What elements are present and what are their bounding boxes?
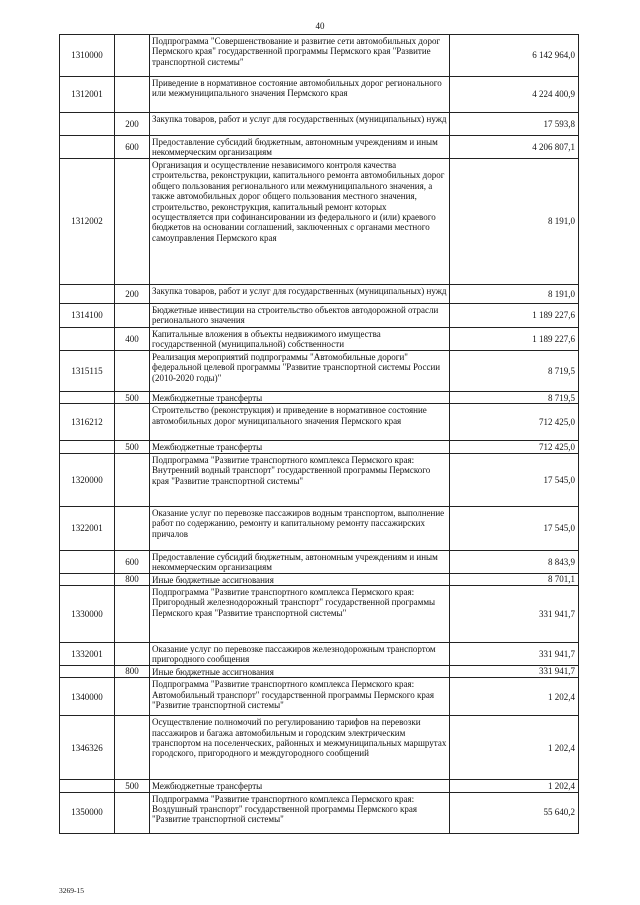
table-row — [60, 780, 579, 792]
name-cell: Строительство (реконструкция) и приведение в нормативное состояние автомобильных дорог муниципального значения Пермского края — [150, 404, 450, 441]
amount-cell: 331 941,7 — [450, 586, 579, 643]
expense-type-cell — [115, 586, 150, 643]
code-cell — [60, 550, 115, 573]
expense-type-cell: 800 — [115, 665, 150, 677]
amount-cell: 6 142 964,0 — [450, 35, 579, 77]
amount-cell: 1 189 227,6 — [450, 304, 579, 328]
name-cell: Межбюджетные трансферты — [150, 392, 450, 404]
code-cell: 1314100 — [60, 304, 115, 328]
code-cell: 1310000 — [60, 35, 115, 77]
name-cell: Предоставление субсидий бюджетным, автономным учреждениям и иным некоммерческим организациям — [150, 136, 450, 159]
table-row — [60, 678, 579, 716]
table-row — [60, 404, 579, 441]
amount-cell: 8 719,5 — [450, 392, 579, 404]
code-cell: 1340000 — [60, 678, 115, 716]
code-cell — [60, 665, 115, 677]
code-cell: 1312001 — [60, 77, 115, 113]
table-row — [60, 159, 579, 285]
amount-cell: 4 206 807,1 — [450, 136, 579, 159]
table-row — [60, 441, 579, 453]
amount-cell: 17 545,0 — [450, 506, 579, 550]
name-cell: Иные бюджетные ассигнования — [150, 573, 450, 585]
expense-type-cell — [115, 351, 150, 392]
code-cell: 1350000 — [60, 792, 115, 833]
name-cell: Иные бюджетные ассигнования — [150, 665, 450, 677]
name-cell: Приведение в нормативное состояние автомобильных дорог регионального или межмуниципального значения Пермского края — [150, 77, 450, 113]
page-number: 40 — [315, 21, 325, 31]
expense-type-cell — [115, 643, 150, 666]
table-row — [60, 285, 579, 304]
name-cell: Оказание услуг по перевозке пассажиров водным транспортом, выполнение работ по содержанию, ремонту и капитальному ремонту пассажирских причалов — [150, 506, 450, 550]
code-cell — [60, 392, 115, 404]
name-cell: Подпрограмма "Развитие транспортного комплекса Пермского края: Воздушный транспорт" государственной программы Пермского края "Развитие транспортной системы" — [150, 792, 450, 833]
table-row — [60, 304, 579, 328]
amount-cell: 331 941,7 — [450, 665, 579, 677]
amount-cell: 331 941,7 — [450, 643, 579, 666]
code-cell: 1316212 — [60, 404, 115, 441]
expense-type-cell: 200 — [115, 113, 150, 136]
expense-type-cell — [115, 77, 150, 113]
expense-type-cell: 600 — [115, 136, 150, 159]
code-cell — [60, 328, 115, 351]
amount-cell: 55 640,2 — [450, 792, 579, 833]
budget-table-body — [60, 35, 579, 834]
code-cell — [60, 113, 115, 136]
code-cell: 1315115 — [60, 351, 115, 392]
budget-table — [59, 34, 579, 834]
code-cell: 1312002 — [60, 159, 115, 285]
code-cell — [60, 780, 115, 792]
table-row — [60, 573, 579, 585]
amount-cell: 1 202,4 — [450, 716, 579, 780]
table-row — [60, 77, 579, 113]
expense-type-cell: 800 — [115, 573, 150, 585]
name-cell: Подпрограмма "Развитие транспортного комплекса Пермского края: Пригородный железнодорожный транспорт" государственной программы Пермского края "Развитие транспортной системы" — [150, 586, 450, 643]
table-row — [60, 113, 579, 136]
code-cell: 1332001 — [60, 643, 115, 666]
code-cell: 1322001 — [60, 506, 115, 550]
expense-type-cell — [115, 159, 150, 285]
expense-type-cell — [115, 404, 150, 441]
name-cell: Бюджетные инвестиции на строительство объектов автодорожной отрасли регионального значения — [150, 304, 450, 328]
expense-type-cell: 600 — [115, 550, 150, 573]
footer-code: 3269-15 — [59, 886, 84, 895]
code-cell — [60, 285, 115, 304]
name-cell: Капитальные вложения в объекты недвижимого имущества государственной (муниципальной) собственности — [150, 328, 450, 351]
amount-cell: 17 593,8 — [450, 113, 579, 136]
expense-type-cell: 500 — [115, 780, 150, 792]
table-row — [60, 328, 579, 351]
table-row — [60, 506, 579, 550]
name-cell: Подпрограмма "Развитие транспортного комплекса Пермского края: Автомобильный транспорт" государственной программы Пермского края "Развитие транспортной системы" — [150, 678, 450, 716]
amount-cell: 8 719,5 — [450, 351, 579, 392]
amount-cell: 712 425,0 — [450, 404, 579, 441]
code-cell: 1346326 — [60, 716, 115, 780]
name-cell: Оказание услуг по перевозке пассажиров железнодорожным транспортом пригородного сообщения — [150, 643, 450, 666]
table-row — [60, 35, 579, 77]
amount-cell: 1 202,4 — [450, 780, 579, 792]
amount-cell: 1 189 227,6 — [450, 328, 579, 351]
amount-cell: 712 425,0 — [450, 441, 579, 453]
name-cell: Организация и осуществление независимого контроля качества строительства, реконструкции, капитального ремонта автомобильных дорог общего пользования регионального или межмуниципального значения, а также автомобильных дорог общего пользования местного значения, строительство, реконструкция, капитальный ремонт которых осуществляется при софинансировании из федерального и (или) краевого бюджетов на основании соглашений, заключенных с органами местного самоуправления Пермского края — [150, 159, 450, 285]
table-row — [60, 136, 579, 159]
name-cell: Подпрограмма "Развитие транспортного комплекса Пермского края: Внутренний водный транспорт" государственной программы Пермского края "Развитие транспортной системы" — [150, 453, 450, 506]
name-cell: Межбюджетные трансферты — [150, 780, 450, 792]
amount-cell: 8 191,0 — [450, 159, 579, 285]
table-row — [60, 716, 579, 780]
name-cell: Подпрограмма "Совершенствование и развитие сети автомобильных дорог Пермского края" государственной программы Пермского края "Развитие транспортной системы" — [150, 35, 450, 77]
table-row — [60, 351, 579, 392]
amount-cell: 17 545,0 — [450, 453, 579, 506]
code-cell — [60, 573, 115, 585]
expense-type-cell — [115, 716, 150, 780]
expense-type-cell — [115, 792, 150, 833]
amount-cell: 8 701,1 — [450, 573, 579, 585]
expense-type-cell — [115, 453, 150, 506]
name-cell: Закупка товаров, работ и услуг для государственных (муниципальных) нужд — [150, 113, 450, 136]
amount-cell: 8 843,9 — [450, 550, 579, 573]
amount-cell: 1 202,4 — [450, 678, 579, 716]
code-cell — [60, 136, 115, 159]
name-cell: Предоставление субсидий бюджетным, автономным учреждениям и иным некоммерческим организациям — [150, 550, 450, 573]
expense-type-cell: 500 — [115, 392, 150, 404]
expense-type-cell: 200 — [115, 285, 150, 304]
expense-type-cell: 400 — [115, 328, 150, 351]
table-row — [60, 453, 579, 506]
expense-type-cell: 500 — [115, 441, 150, 453]
expense-type-cell — [115, 678, 150, 716]
name-cell: Закупка товаров, работ и услуг для государственных (муниципальных) нужд — [150, 285, 450, 304]
name-cell: Межбюджетные трансферты — [150, 441, 450, 453]
table-row — [60, 643, 579, 666]
code-cell — [60, 441, 115, 453]
name-cell: Реализация мероприятий подпрограммы "Автомобильные дороги" федеральной целевой программы "Развитие транспортной системы России (2010-2020 годы)" — [150, 351, 450, 392]
table-row — [60, 550, 579, 573]
code-cell: 1330000 — [60, 586, 115, 643]
table-row — [60, 792, 579, 833]
amount-cell: 4 224 400,9 — [450, 77, 579, 113]
expense-type-cell — [115, 35, 150, 77]
name-cell: Осуществление полномочий по регулированию тарифов на перевозки пассажиров и багажа автомобильным и городским электрическим транспортом на поселенческих, районных и межмуниципальных маршрутах городского, пригородного и междугородного сообщений — [150, 716, 450, 780]
table-row — [60, 586, 579, 643]
expense-type-cell — [115, 304, 150, 328]
table-row — [60, 665, 579, 677]
expense-type-cell — [115, 506, 150, 550]
code-cell: 1320000 — [60, 453, 115, 506]
amount-cell: 8 191,0 — [450, 285, 579, 304]
table-row — [60, 392, 579, 404]
